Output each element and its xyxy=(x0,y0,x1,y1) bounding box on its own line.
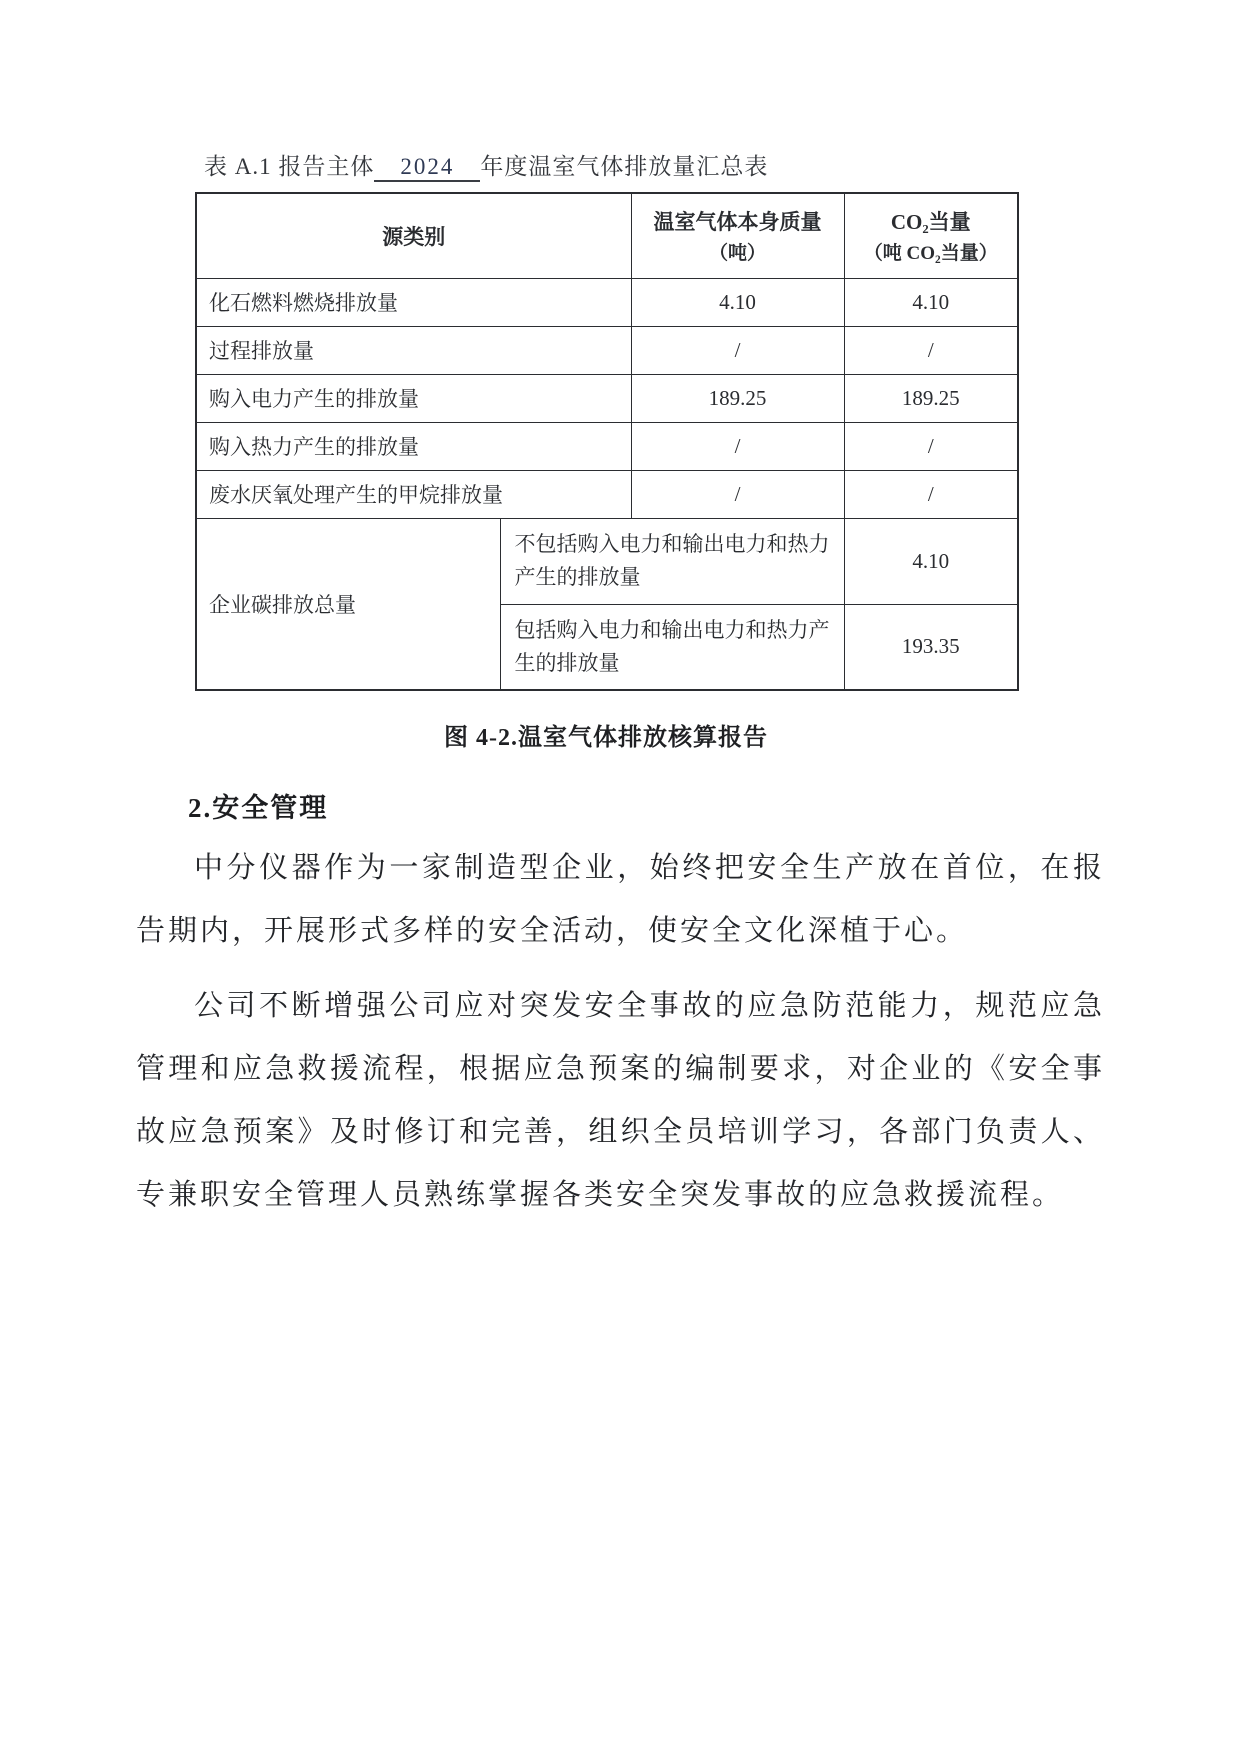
row-co2e-value: 4.10 xyxy=(844,278,1018,326)
table-row-purchased-heat xyxy=(196,422,1018,470)
table-title-prefix: 表 A.1 报告主体 xyxy=(204,154,375,179)
row-label: 化石燃料燃烧排放量 xyxy=(196,278,631,326)
col-header-co2e-unit: （吨 CO₂当量） xyxy=(863,243,998,265)
row-label: 过程排放量 xyxy=(196,326,631,374)
paragraph-emergency-management: 公司不断增强公司应对突发安全事故的应急防范能力，规范应急管理和应急救援流程，根据应急预案的编制要求，对企业的《安全事故应急预案》及时修订和完善，组织全员培训学习，各部门负责人、专兼职安全管理人员熟练掌握各类安全突发事故的应急救援流程。 xyxy=(136,990,1105,1211)
col-header-source-category: 源类别 xyxy=(196,193,631,278)
total-excluding-value: 4.10 xyxy=(844,518,1018,604)
table-title xyxy=(204,148,1105,182)
table-row-wastewater-methane xyxy=(196,470,1018,518)
ghg-emissions-table xyxy=(195,192,1019,691)
row-co2e-value: / xyxy=(844,422,1018,470)
col-header-ghg-mass-line1: 温室气体本身质量 xyxy=(653,210,822,235)
table-title-year: 2024 xyxy=(374,154,480,182)
table-title-suffix: 年度温室气体排放量汇总表 xyxy=(480,154,769,179)
row-mass-value: / xyxy=(631,326,844,374)
row-mass-value: 4.10 xyxy=(631,278,844,326)
col-header-ghg-mass xyxy=(631,193,844,278)
row-label: 废水厌氧处理产生的甲烷排放量 xyxy=(196,470,631,518)
col-header-ghg-mass-unit: （吨） xyxy=(708,243,766,265)
row-mass-value: 189.25 xyxy=(631,374,844,422)
row-label: 购入热力产生的排放量 xyxy=(196,422,631,470)
table-row-total-excluding xyxy=(196,518,1018,604)
total-including-desc: 包括购入电力和输出电力和热力产生的排放量 xyxy=(500,604,844,690)
row-mass-value: / xyxy=(631,470,844,518)
table-row-process xyxy=(196,326,1018,374)
row-co2e-value: / xyxy=(844,326,1018,374)
paragraph-safety-intro: 中分仪器作为一家制造型企业，始终把安全生产放在首位，在报告期内，开展形式多样的安全活动，使安全文化深植于心。 xyxy=(136,852,1105,947)
total-including-value: 193.35 xyxy=(844,604,1018,690)
row-co2e-value: / xyxy=(844,470,1018,518)
col-header-co2e xyxy=(844,193,1018,278)
table-row-fossil-fuel xyxy=(196,278,1018,326)
row-label: 购入电力产生的排放量 xyxy=(196,374,631,422)
table-header-row xyxy=(196,193,1018,278)
total-excluding-desc: 不包括购入电力和输出电力和热力产生的排放量 xyxy=(500,518,844,604)
row-mass-value: / xyxy=(631,422,844,470)
table-row-purchased-electricity xyxy=(196,374,1018,422)
figure-caption: 图 4-2.温室气体排放核算报告 xyxy=(444,725,768,751)
total-row-label: 企业碳排放总量 xyxy=(196,518,500,690)
row-co2e-value: 189.25 xyxy=(844,374,1018,422)
col-header-co2e-line1: CO₂当量 xyxy=(890,210,971,235)
section-heading: 2.安全管理 xyxy=(188,793,329,823)
